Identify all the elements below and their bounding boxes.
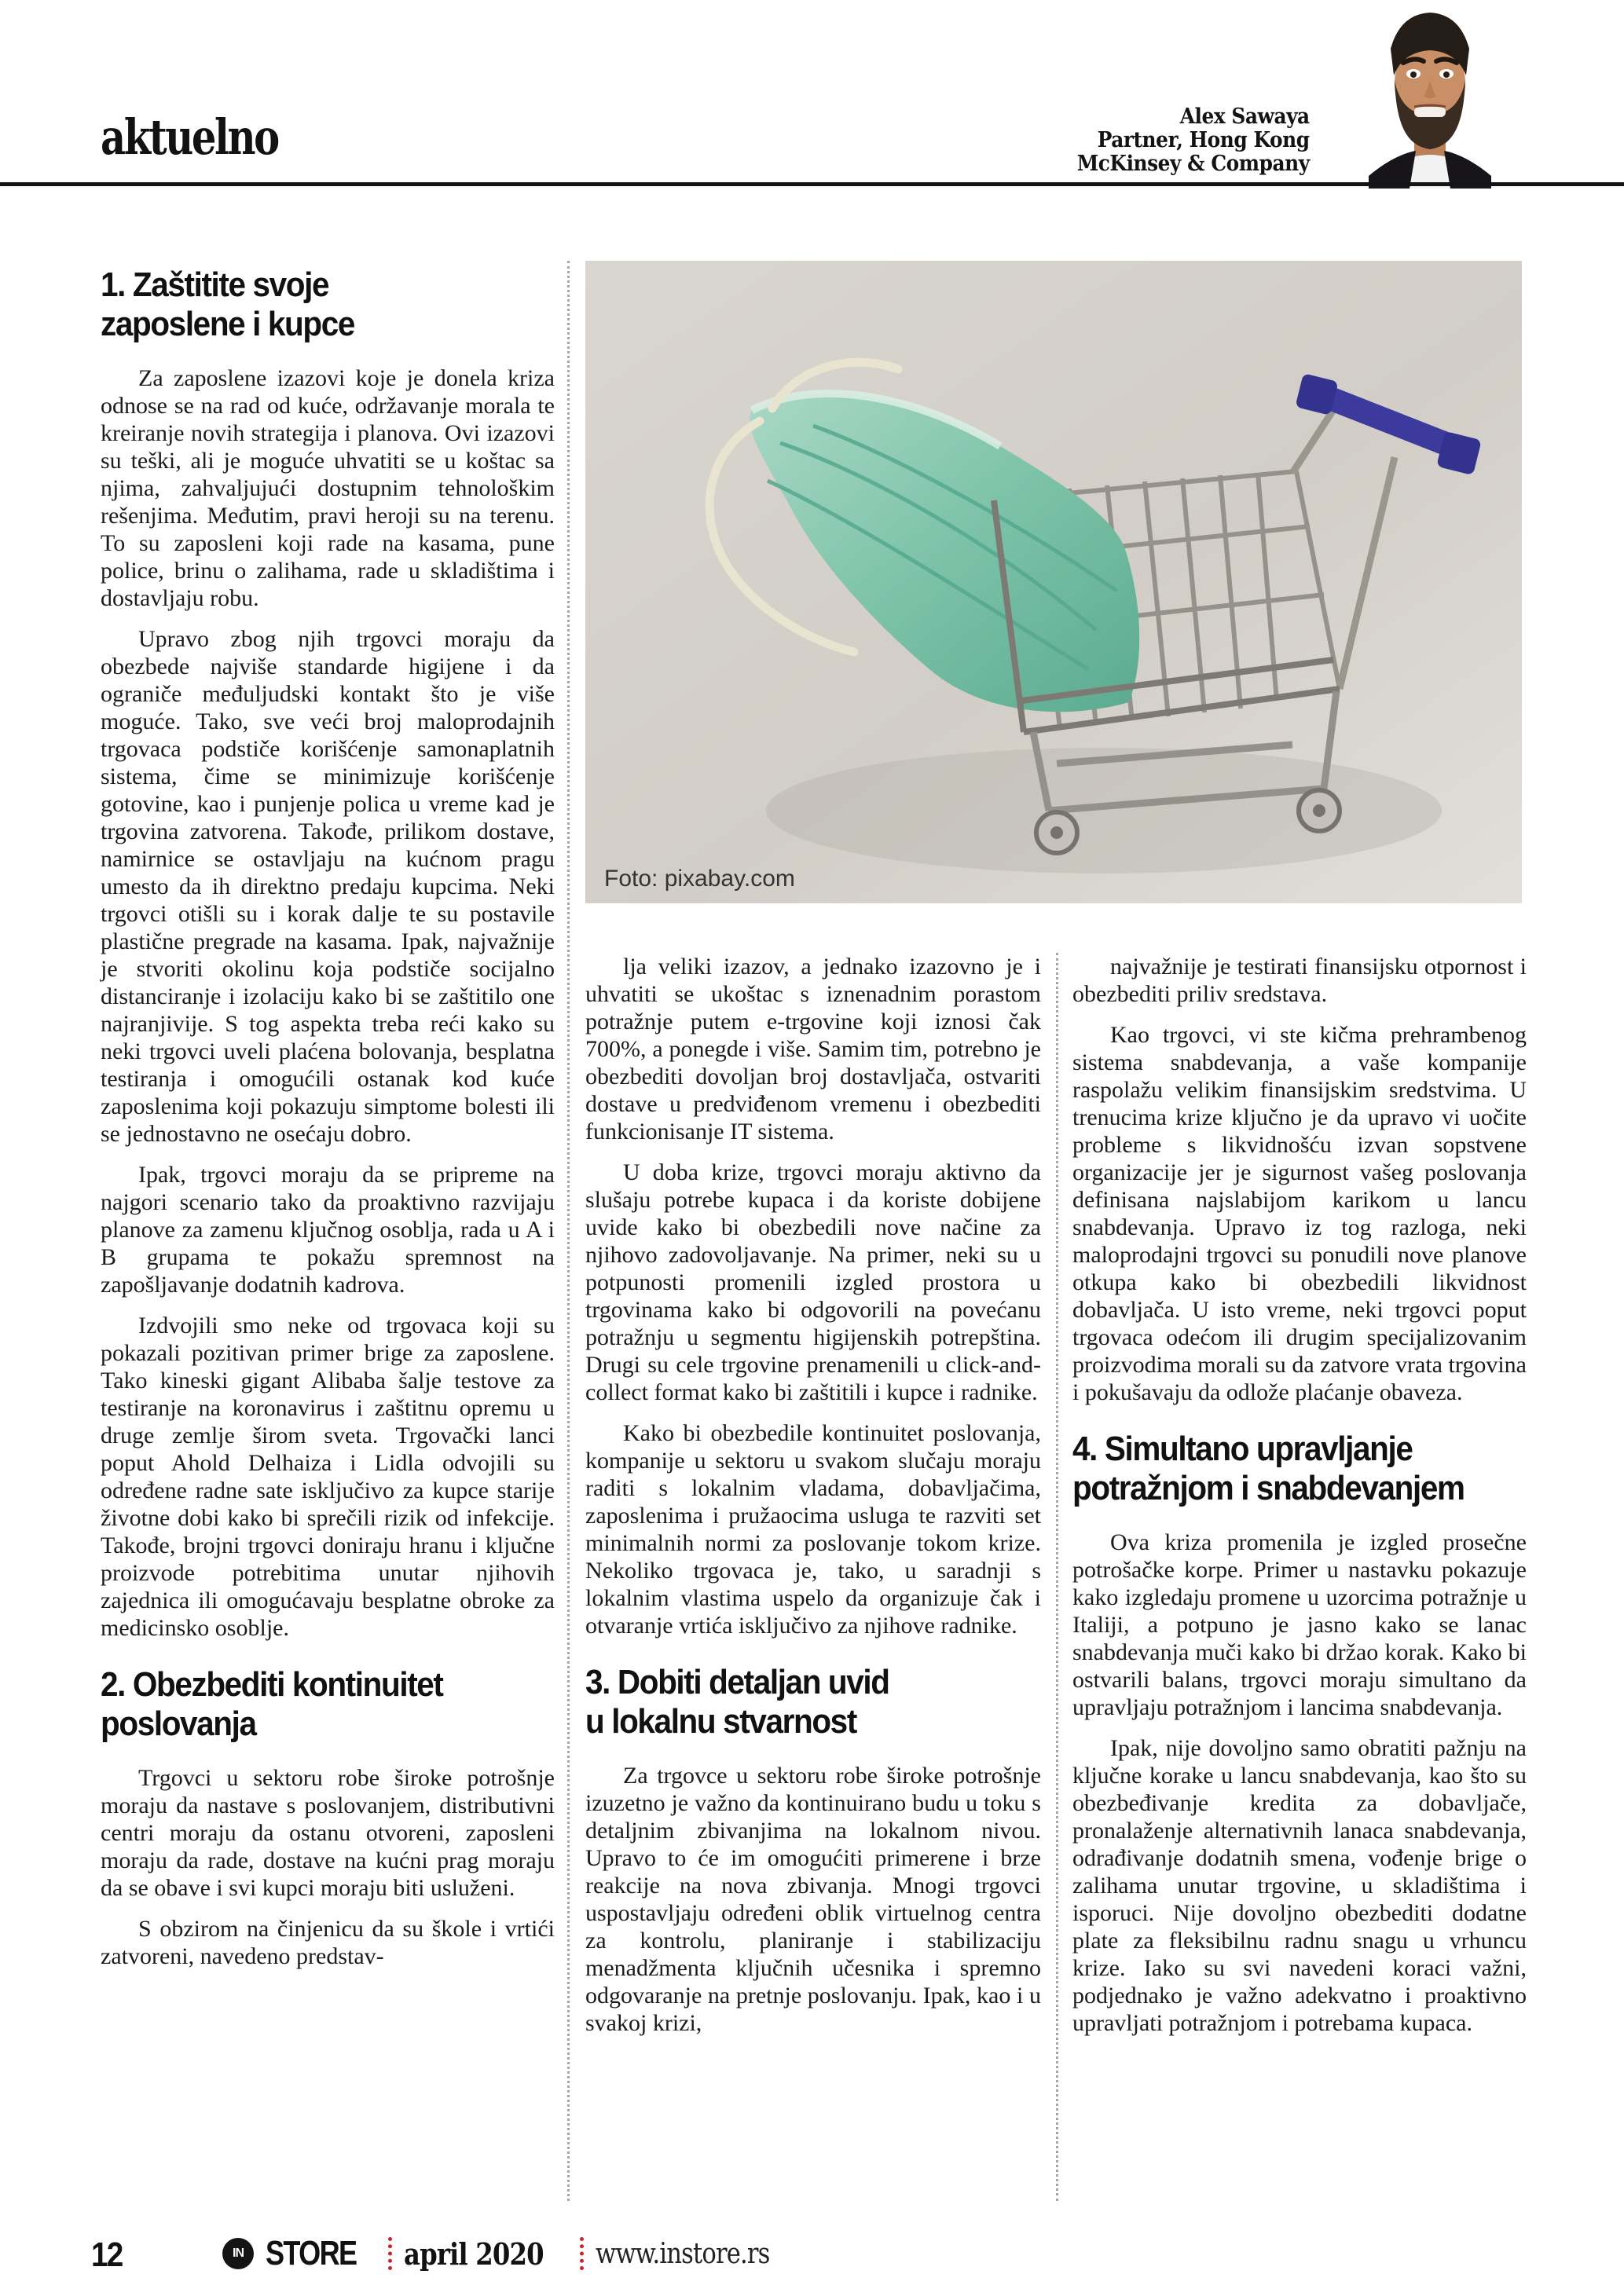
paragraph: Ipak, trgovci moraju da se pripreme na najgori scenario tako da proaktivno razvijaju planove za zamenu ključnog osoblja, rada u A i B grupama te pokažu spremnost na zapošljavanje dodatnih kadrova. xyxy=(101,1162,555,1298)
footer-separator xyxy=(388,2237,392,2270)
hero-photo xyxy=(585,261,1522,903)
column-1 xyxy=(101,265,555,1970)
author-photo-illustration xyxy=(1369,8,1491,189)
paragraph: Izdvojili smo neke od trgovaca koji su pokazali pozitivan primer brige za zaposlene. Tako kineski gigant Alibaba šalje testove za testiranje na koronavirus i zaštitnu opremu u druge zemlje širom sveta. Trgovački lanci poput Ahold Delhaiza i Lidla odvojili su određene radne sate isključivo za kupce starije životne dobi kako bi sprečili rizik od infekcije. Takođe, brojni trgovci doniraju hranu i ključne proizvode potrebitima unutar njihovih zajednica ili omogućavaju besplatne obroke za medicinsko osoblje. xyxy=(101,1313,555,1641)
paragraph: S obzirom na činjenicu da su škole i vrtići zatvoreni, navedeno predstav- xyxy=(101,1916,555,1969)
header-divider-rule xyxy=(0,182,1624,186)
photo-credit: Foto: pixabay.com xyxy=(604,866,795,892)
footer xyxy=(222,2232,800,2275)
section-heading-3 xyxy=(585,1663,1005,1741)
heading-line: poslovanja xyxy=(101,1705,256,1743)
heading-line: potražnjom i snabdevanjem xyxy=(1072,1469,1465,1507)
author-byline xyxy=(1077,105,1310,176)
website-url: www.instore.rs xyxy=(595,2237,770,2270)
paragraph: Kako bi obezbedile kontinuitet poslovanja, kompanije u sektoru u svakom slučaju moraju raditi s lokalnim vladama, dobavljačima, zaposlenima i pružaocima usluga te razviti set minimalnih normi za poslovanje tokom krize. Nekoliko trgovaca je, tako, u saradnji s lokalnim vlastima uspelo da organizuje čak i otvaranje vrtića isključivo za njihove radnike. xyxy=(585,1420,1041,1639)
section-kicker: aktuelno xyxy=(101,108,278,166)
heading-line: 2. Obezbediti kontinuitet xyxy=(101,1665,443,1704)
paragraph: Upravo zbog njih trgovci moraju da obezbede najviše standarde higijene i da ograniče međuljudski kontakt što je više moguće. Tako, sve veći broj maloprodajnih trgovaca podstiče korišćenje samonaplatnih sistema, čime se minimizuje korišćenje gotovine, kao i punjenje polica u vreme kad je trgovina zatvorena. Takođe, prilikom dostave, namirnice se ostavljaju na kućnom pragu umesto da ih direktno predaju kupcima. Neki trgovci otišli su i korak dalje te su postavile plastične pregrade na kasama. Ipak, najvažnije je stvoriti okolinu koja podstiče socijalno distanciranje i izolaciju kako bi se zaštitilo one najranjivije. S tog aspekta treba reći kako su neki trgovci uveli plaćena bolovanja, besplatna testiranja i omogućili ostanak kod kuće zaposlenima koji pokazuju simptome bolesti ili se jednostavno ne osećaju dobro. xyxy=(101,626,555,1147)
magazine-logo: STORE xyxy=(266,2234,357,2272)
heading-line: 1. Zaštitite svoje xyxy=(101,265,329,304)
column-separator xyxy=(567,261,570,2201)
paragraph: U doba krize, trgovci moraju aktivno da slušaju potrebe kupaca i da koriste dobijene uvide kako bi obezbedili nove načine za njihovo zadovoljavanje. Na primer, neki su u potpunosti promenili izgled prostora u trgovinama kako bi odgovorili na povećanu potražnju u segmentu higijenskih potrepština. Drugi su cele trgovine prenamenili u click-and-collect format kako bi zaštitili i kupce i radnike. xyxy=(585,1159,1041,1405)
paragraph: Za trgovce u sektoru robe široke potrošnje izuzetno je važno da kontinuirano budu u toku s detaljnim zbivanjima na lokalnom nivou. Upravo to će im omogućiti primerene i brze reakcije na nova zbivanja. Mnogi trgovci uspostavljaju određeni oblik virtuelnog centra za kontrolu, planiranje i stabilizaciju menadžmenta ključnih učesnika i spremno odgovaranje na pretnje poslovanju. Ipak, kao i u svakoj krizi, xyxy=(585,1763,1041,2036)
column-3 xyxy=(1072,953,1527,2037)
paragraph: najvažnije je testirati finansijsku otpornost i obezbediti priliv sredstava. xyxy=(1072,954,1527,1007)
paragraph: Kao trgovci, vi ste kičma prehrambenog sistema snabdevanja, a vaše kompanije raspolažu velikim finansijskim sredstvima. U trenucima krize ključno je da upravo vi uočite probleme s likvidnošću izvan sopstvene organizacije jer je sigurnost vašeg poslovanja definisana najslabijom karikom u lancu snabdevanja. Upravo iz tog razloga, neki maloprodajni trgovci su ponudili nove planove otkupa kako bi obezbedili likvidnost dobavljača. U isto vreme, neki trgovci poput trgovaca odećom ili drugim specijalizovanim proizvodima morali su da zatvore vrata trgovina i pokušavaju da odlože plaćanje obaveza. xyxy=(1072,1022,1527,1405)
column-separator xyxy=(1056,953,1058,2201)
heading-line: 4. Simultano upravljanje xyxy=(1072,1430,1413,1468)
section-heading-4 xyxy=(1072,1430,1490,1508)
paragraph: Za zaposlene izazovi koje je donela kriza odnose se na rad od kuće, održavanje morala te kreiranje novih strategija i planova. Ovi izazovi su teški, ali je moguće uhvatiti se u koštac sa njima, zahvaljujući dostupnim tehnološkim rešenjima. Međutim, pravi heroji su na terenu. To su zaposleni koji rade na kasama, pune police, brinu o zalihama, rade u skladištima i dostavljaju robu. xyxy=(101,365,555,611)
page-number: 12 xyxy=(91,2236,123,2274)
author-role: Partner, Hong Kong xyxy=(1098,128,1310,152)
author-company: McKinsey & Company xyxy=(1077,152,1310,176)
section-heading-1 xyxy=(101,265,519,344)
paragraph: lja veliki izazov, a jednako izazovno je i uhvatiti se ukoštac s iznenadnim porastom potražnje putem e-trgovine koji iznosi čak 700%, a ponegde i više. Samim tim, potrebno je obezbediti dovoljan broj dostavljača, ostvariti dostave u predviđenom vremenu i obezbediti funkcionisanje IT sistema. xyxy=(585,954,1041,1144)
paragraph: Ova kriza promenila je izgled prosečne potrošačke korpe. Primer u nastavku pokazuje kako izgledaju promene u uzorcima potražnje u Italiji, a potpuno je jasno kako se lanac snabdevanja muči kako bi držao korak. Kako bi ostvarili balans, trgovci moraju simultano da upravljaju potražnjom i lancima snabdevanja. xyxy=(1072,1529,1527,1720)
paragraph: Trgovci u sektoru robe široke potrošnje moraju da nastave s poslovanjem, distributivni centri moraju da ostanu otvoreni, zaposleni moraju da rade, dostave na kućni prag moraju da se obave i svi kupci moraju biti usluženi. xyxy=(101,1765,555,1901)
paragraph: Ipak, nije dovoljno samo obratiti pažnju na ključne korake u lancu snabdevanja, kao što su obezbeđivanje kredita za dobavljače, pronalaženje alternativnih lanaca snabdevanja, odrađivanje dodatnih smena, vođenje brige o zalihama unutar trgovine, u skladištima i isporuci. Nije dovoljno obezbediti dodatne plate za fleksibilnu radnu snagu u vrhuncu krize. Iako su svi navedeni koraci važni, podjednako je važno adekvatno i proaktivno upravljati potražnjom i potrebama kupaca. xyxy=(1072,1735,1527,2036)
section-heading-2 xyxy=(101,1665,519,1744)
author-photo xyxy=(1369,8,1491,189)
column-2 xyxy=(585,953,1041,2037)
author-name: Alex Sawaya xyxy=(1180,104,1310,129)
instore-logo-icon: IN xyxy=(222,2238,254,2269)
heading-line: 3. Dobiti detaljan uvid xyxy=(585,1663,889,1701)
issue-date: april 2020 xyxy=(403,2236,544,2272)
shopping-cart-mask-illustration xyxy=(585,261,1522,903)
heading-line: u lokalnu stvarnost xyxy=(585,1702,856,1741)
heading-line: zaposlene i kupce xyxy=(101,305,354,343)
footer-separator xyxy=(580,2237,584,2270)
